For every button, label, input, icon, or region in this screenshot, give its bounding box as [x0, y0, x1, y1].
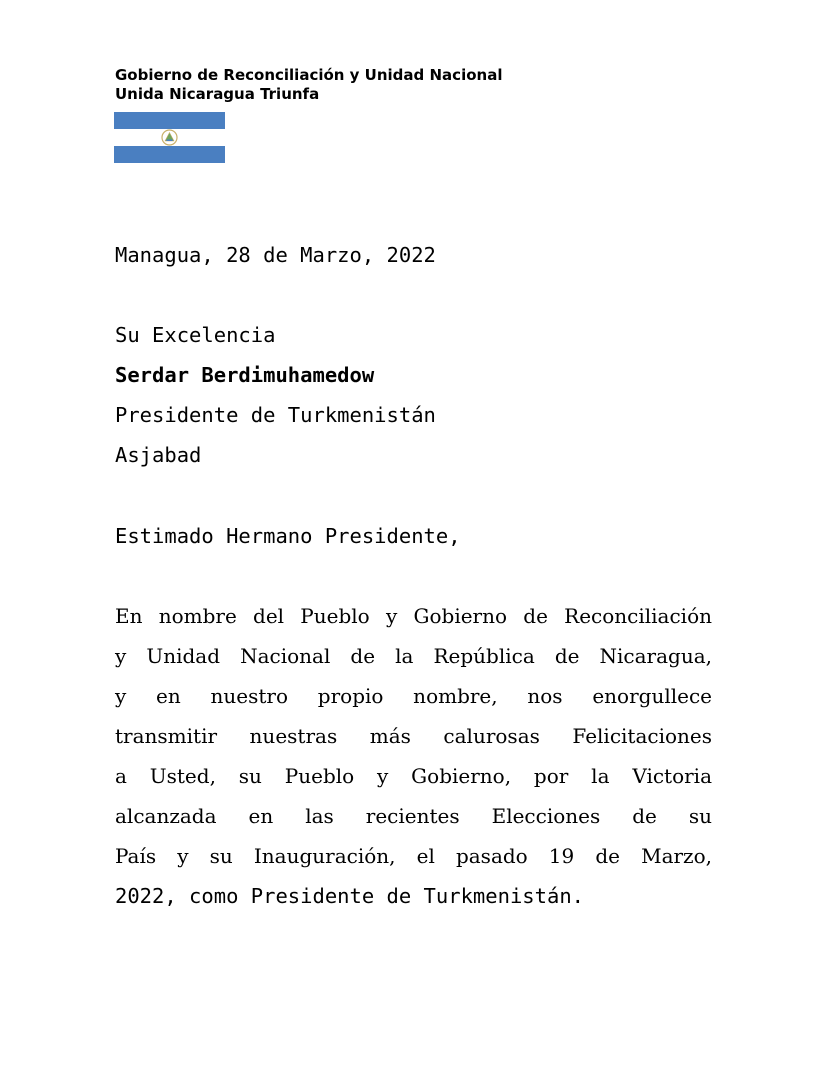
body-line: En nombre del Pueblo y Gobierno de Reconciliación	[115, 604, 712, 628]
body-line: País y su Inauguración, el pasado 19 de Marzo,	[115, 844, 712, 868]
nicaragua-flag	[114, 112, 225, 163]
recipient-city: Asjabad	[115, 443, 202, 467]
letterhead-government-name: Gobierno de Reconciliación y Unidad Nacional	[115, 66, 503, 84]
body-line: a Usted, su Pueblo y Gobierno, por la Victoria	[115, 764, 712, 788]
body-line: y en nuestro propio nombre, nos enorgullece	[115, 684, 712, 708]
body-line: alcanzada en las recientes Elecciones de su	[115, 804, 712, 828]
flag-bottom-band	[114, 146, 225, 163]
greeting-block	[115, 516, 712, 556]
letter-date: Managua, 28 de Marzo, 2022	[115, 243, 436, 267]
recipient-block	[115, 315, 712, 475]
letter-greeting: Estimado Hermano Presidente,	[115, 524, 461, 548]
body-line: transmitir nuestras más calurosas Felicitaciones	[115, 724, 712, 748]
recipient-name: Serdar Berdimuhamedow	[115, 363, 375, 387]
flag-top-band	[114, 112, 225, 129]
letterhead	[115, 66, 502, 104]
body-line: 2022, como Presidente de Turkmenistán.	[115, 884, 584, 908]
recipient-role: Presidente de Turkmenistán	[115, 403, 436, 427]
body-line: y Unidad Nacional de la República de Nicaragua,	[115, 644, 712, 668]
coat-of-arms-icon	[161, 129, 178, 146]
recipient-salutation: Su Excelencia	[115, 323, 276, 347]
letter-body-paragraph	[115, 596, 712, 916]
letterhead-slogan: Unida Nicaragua Triunfa	[115, 85, 320, 103]
letter-date-block	[115, 235, 712, 275]
